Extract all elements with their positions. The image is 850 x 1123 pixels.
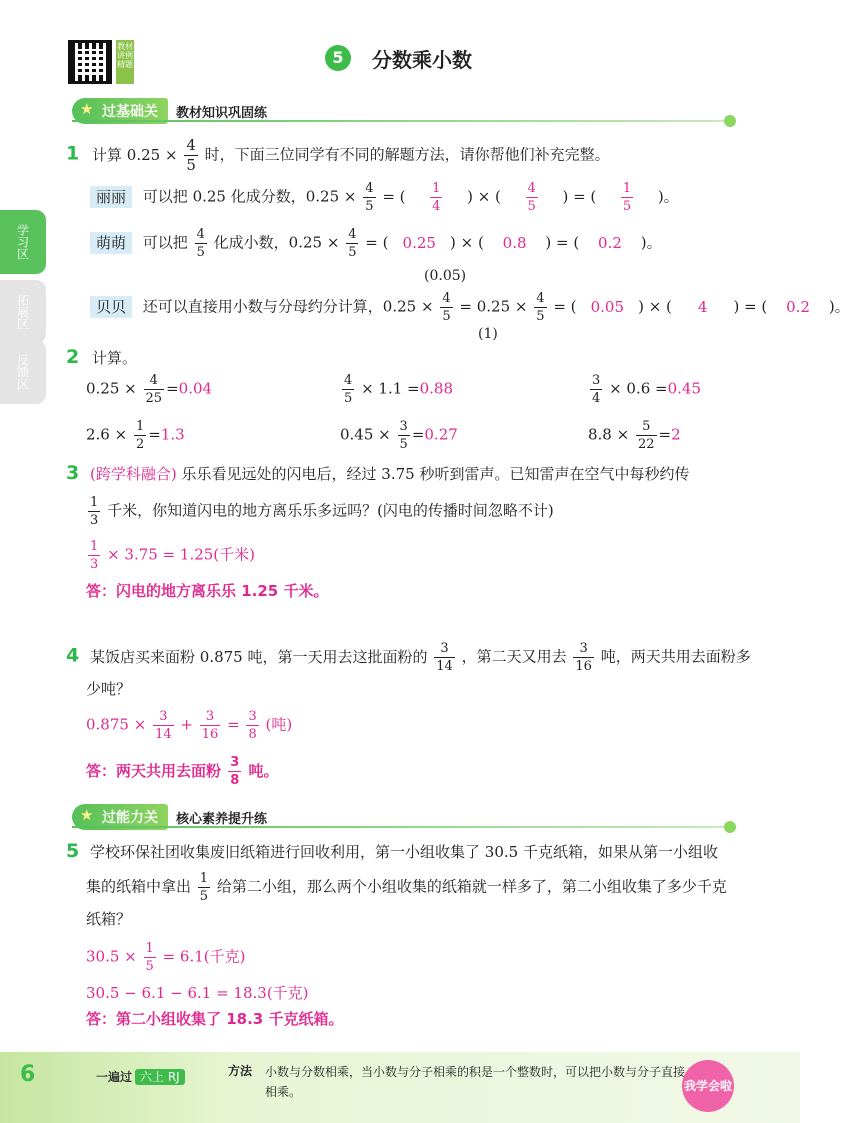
- q5-text-c: 纸箱？: [86, 910, 132, 928]
- frac-num: 3: [399, 419, 408, 434]
- method-label: 方法: [228, 1064, 253, 1078]
- leaf-icon: [724, 115, 736, 127]
- frac-num: 3: [159, 709, 168, 724]
- question-3: [66, 462, 689, 485]
- lesson-title: 分数乘小数: [372, 48, 472, 72]
- answer: 1: [432, 181, 441, 196]
- side-tab-study[interactable]: 学习区: [0, 210, 46, 274]
- frac-den: 5: [186, 156, 196, 174]
- operator: )。: [657, 187, 679, 206]
- expr: × 0.6 =: [609, 379, 668, 398]
- beibei-text: 还可以直接用小数与分母约分计算，0.25 ×: [142, 297, 434, 316]
- expr: 30.5 ×: [86, 947, 137, 966]
- q2-item: 8.8 × $\frac{5}{22}$ =2: [588, 419, 681, 452]
- side-tab-expand[interactable]: 拓展区: [0, 280, 46, 344]
- question-1: [66, 138, 610, 173]
- operator: =: [227, 715, 240, 734]
- frac-num: 3: [205, 709, 215, 724]
- answer: 5: [622, 199, 632, 214]
- brand: [96, 1068, 185, 1085]
- operator: ) × (: [450, 233, 484, 252]
- frac-den: 22: [637, 437, 655, 452]
- q3-answer: 答：闪电的地方离乐乐 1.25 千米。: [86, 582, 329, 600]
- answer: 0.8: [502, 233, 527, 252]
- mengmeng-text: 可以把: [142, 233, 188, 252]
- frac-num: 5: [642, 419, 651, 434]
- frac-den: 5: [196, 245, 205, 260]
- frac-num: 4: [348, 227, 357, 242]
- frac-den: 5: [399, 437, 408, 452]
- frac-den: 8: [230, 773, 240, 788]
- frac-num: 3: [230, 755, 240, 770]
- question-number: 1: [66, 142, 80, 165]
- q4-work: [86, 710, 292, 741]
- frac-num: 4: [536, 291, 545, 306]
- answer: 4: [527, 181, 536, 196]
- q2-item: 0.45 × $\frac{3}{5}$ =0.27: [340, 419, 458, 452]
- q5-text: 学校环保社团收集废旧纸箱进行回收利用，第一小组收集了 30.5 千克纸箱，如果从第一小组收: [90, 843, 718, 861]
- q4-text: 某饭店买来面粉 0.875 吨，第一天用去这批面粉的: [90, 647, 428, 666]
- q5-line2: [86, 872, 727, 903]
- expr: 0.875 ×: [86, 715, 147, 734]
- frac-den: 5: [442, 309, 451, 324]
- frac-num: 1: [145, 941, 154, 956]
- operator: ) × (: [638, 297, 672, 316]
- frac-den: 14: [155, 727, 172, 742]
- q3-work: [86, 540, 255, 571]
- frac-num: 4: [186, 136, 196, 154]
- operator: )。: [828, 297, 850, 316]
- q2-item: [588, 374, 701, 405]
- side-tab-feedback[interactable]: 反馈区: [0, 340, 46, 404]
- q3-line2: [86, 496, 554, 527]
- divider: [72, 120, 732, 122]
- frac-num: 1: [199, 871, 209, 886]
- frac-den: 8: [248, 727, 257, 742]
- answer: 4: [432, 199, 441, 214]
- frac-num: 4: [442, 291, 451, 306]
- section-subtitle: 核心素养提升练: [176, 811, 268, 827]
- frac-den: 3: [90, 513, 99, 528]
- frac-num: 4: [196, 227, 205, 242]
- section-subtitle: 教材知识巩固练: [176, 105, 268, 121]
- question-number: 3: [66, 462, 80, 484]
- page-number: 6: [20, 1062, 36, 1087]
- frac-den: 2: [135, 437, 145, 452]
- q1-prompt-b: 时，下面三位同学有不同的解题方法，请你帮他们补充完整。: [204, 145, 610, 164]
- frac-den: 5: [348, 245, 357, 260]
- answer-text: 答：两天共用去面粉: [86, 762, 222, 780]
- answer: 0.05: [590, 297, 624, 316]
- unit: (吨): [265, 715, 293, 734]
- frac-den: 3: [90, 557, 99, 572]
- answer: 5: [527, 199, 536, 214]
- answer: 0.2: [786, 297, 810, 316]
- q4-answer: [86, 756, 279, 787]
- operator: = (: [365, 233, 389, 252]
- q5-text: 给第二小组，那么两个小组收集的纸箱就一样多了，第二小组收集了多少千克: [216, 877, 727, 896]
- answer: 4: [697, 297, 708, 316]
- expr: = 6.1(千克): [162, 947, 246, 966]
- question-5: [66, 840, 718, 863]
- q5-text: 集的纸箱中拿出: [86, 877, 192, 896]
- frac-den: 16: [201, 727, 219, 742]
- frac-num: 1: [90, 495, 99, 510]
- expr: × 1.1 =: [361, 379, 420, 398]
- section-tag: ★ 过基础关: [72, 98, 168, 124]
- q5-work2: 30.5 − 6.1 − 6.1 = 18.3(千克): [86, 984, 309, 1002]
- frac-num: 3: [592, 373, 601, 388]
- student-name: 贝贝: [90, 296, 132, 318]
- frac-den: 5: [536, 309, 545, 324]
- frac-num: 4: [344, 373, 353, 388]
- frac-num: 3: [248, 709, 257, 724]
- q1-mengmeng-row: [90, 228, 662, 259]
- operator: ) = (: [733, 297, 768, 316]
- frac-den: 5: [344, 391, 353, 406]
- frac-num: 3: [579, 641, 588, 656]
- q1-prompt-a: 计算 0.25 ×: [92, 145, 178, 164]
- section-tag: ★ 过能力关: [72, 804, 168, 830]
- beibei-top-note: (0.05): [424, 268, 467, 284]
- operator: +: [180, 715, 193, 734]
- brand-edition: 六上 RJ: [135, 1069, 185, 1085]
- frac-den: 5: [199, 889, 209, 904]
- beibei-bottom-note: (1): [478, 326, 498, 342]
- answer: 1: [622, 181, 632, 196]
- answer: 0.04: [178, 379, 213, 398]
- answer: 0.25: [402, 233, 436, 252]
- frac-den: 5: [365, 199, 374, 214]
- frac-num: 3: [440, 641, 449, 656]
- q2-item: 2.6 × $\frac{1}{2}$ =1.3: [86, 419, 185, 452]
- mascot-badge: 我学会啦: [682, 1060, 734, 1112]
- frac-den: 16: [575, 659, 592, 674]
- q3-tag: (跨学科融合): [90, 465, 177, 483]
- q4-text: 吨，两天共用去面粉多: [600, 647, 751, 666]
- question-2: [66, 346, 137, 369]
- answer: 0.45: [667, 379, 701, 398]
- leaf-icon: [724, 821, 736, 833]
- frac-num: 1: [90, 539, 99, 554]
- method-text: 小数与分数相乘，当小数与分子相乘的积是一个整数时，可以把小数与分子直接相乘。: [265, 1065, 686, 1099]
- frac-num: 4: [149, 373, 158, 388]
- q1-beibei-row: [90, 292, 850, 323]
- answer: 1.3: [160, 425, 185, 444]
- question-number: 2: [66, 346, 80, 368]
- lesson-number-badge: 5: [325, 45, 351, 71]
- question-4: [66, 642, 751, 673]
- q1-lili-row: [90, 182, 679, 213]
- mengmeng-text: 化成小数，0.25 ×: [213, 233, 340, 252]
- expr: 0.45 ×: [340, 425, 391, 444]
- q3-text-a: 乐乐看见远处的闪电后，经过 3.75 秒听到雷声。已知雷声在空气中每秒约传: [181, 465, 690, 483]
- q3-text-b: 千米，你知道闪电的地方离乐乐多远吗？(闪电的传播时间忽略不计): [107, 501, 554, 520]
- qr-tag: 教材讲例精题: [116, 40, 134, 84]
- expr: 2.6 ×: [86, 425, 128, 444]
- question-number: 4: [66, 644, 80, 667]
- operator: = (: [382, 187, 406, 206]
- brand-name: 一遍过: [96, 1070, 133, 1084]
- lili-text: 可以把 0.25 化成分数，0.25 ×: [142, 187, 357, 206]
- beibei-mid: = 0.25 ×: [459, 297, 528, 316]
- answer: 0.88: [419, 379, 453, 398]
- student-name: 丽丽: [90, 186, 132, 208]
- operator: = (: [553, 297, 577, 316]
- operator: )。: [640, 233, 662, 252]
- q5-work1: [86, 942, 246, 973]
- operator: ) × (: [467, 187, 501, 206]
- q4-text: ，第二天又用去: [461, 647, 567, 666]
- q2-item: [340, 374, 453, 405]
- frac-num: 1: [135, 419, 145, 434]
- frac-den: 5: [145, 959, 154, 974]
- operator: ) = (: [562, 187, 597, 206]
- answer-text: 吨。: [248, 762, 279, 780]
- answer: 0.2: [598, 233, 622, 252]
- answer: 0.27: [424, 425, 458, 444]
- frac-den: 4: [592, 391, 601, 406]
- operator: ) = (: [545, 233, 580, 252]
- q2-item: 0.25 × $\frac{4}{25}$ =0.04: [86, 373, 213, 406]
- question-number: 5: [66, 840, 80, 862]
- q2-prompt: 计算。: [92, 349, 138, 367]
- frac-den: 14: [436, 659, 453, 674]
- qr-code[interactable]: [68, 40, 112, 84]
- expr: 8.8 ×: [588, 425, 630, 444]
- q3-work-text: × 3.75 = 1.25(千米): [107, 545, 256, 564]
- expr: 0.25 ×: [86, 379, 137, 398]
- student-name: 萌萌: [90, 232, 132, 254]
- answer: 2: [671, 425, 681, 444]
- q4-text-d: 少吨？: [86, 680, 132, 698]
- frac-den: 25: [145, 391, 163, 406]
- q5-answer: 答：第二小组收集了 18.3 千克纸箱。: [86, 1010, 344, 1028]
- frac-num: 4: [365, 181, 374, 196]
- divider: [72, 826, 732, 828]
